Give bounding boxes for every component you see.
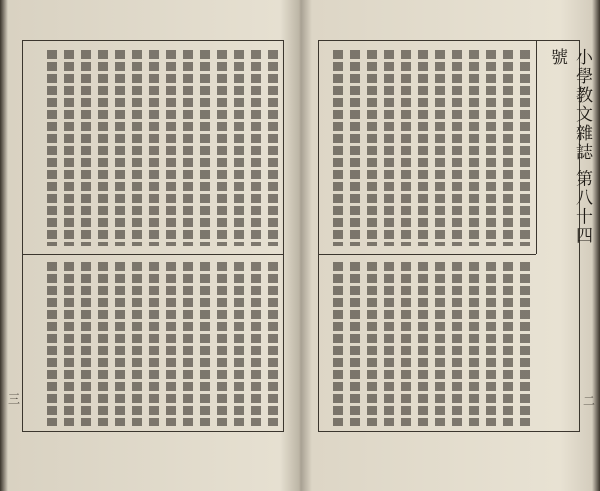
text-column <box>401 262 411 426</box>
text-column <box>47 262 57 426</box>
left-page-divider <box>22 254 284 255</box>
text-column <box>200 50 210 246</box>
page-title: 小學教文雜誌 第八十四號 <box>547 48 592 246</box>
text-column <box>435 262 445 426</box>
left-page-number: 三 <box>8 392 21 406</box>
title-box <box>536 40 592 254</box>
text-column <box>384 262 394 426</box>
text-column <box>520 50 530 246</box>
text-column <box>234 262 244 426</box>
text-column <box>166 50 176 246</box>
text-column <box>486 50 496 246</box>
text-column <box>115 262 125 426</box>
right-page <box>300 0 600 491</box>
text-column <box>64 50 74 246</box>
text-column <box>47 50 57 246</box>
text-column <box>132 50 142 246</box>
text-column <box>234 50 244 246</box>
text-column <box>166 262 176 426</box>
text-column <box>469 262 479 426</box>
right-page-number: 二 <box>583 394 596 408</box>
text-column <box>367 262 377 426</box>
text-column <box>333 262 343 426</box>
text-column <box>452 50 462 246</box>
text-column <box>503 50 513 246</box>
text-column <box>64 262 74 426</box>
text-column <box>81 50 91 246</box>
text-column <box>81 262 91 426</box>
text-column <box>149 262 159 426</box>
text-column <box>435 50 445 246</box>
text-column <box>200 262 210 426</box>
text-column <box>401 50 411 246</box>
text-column <box>452 262 462 426</box>
text-column <box>520 262 530 426</box>
text-column <box>384 50 394 246</box>
text-column <box>115 50 125 246</box>
text-column <box>217 50 227 246</box>
text-column <box>268 262 278 426</box>
text-column <box>486 262 496 426</box>
text-column <box>149 50 159 246</box>
text-column <box>132 262 142 426</box>
text-column <box>217 262 227 426</box>
text-column <box>98 50 108 246</box>
text-column <box>469 50 479 246</box>
text-column <box>350 262 360 426</box>
text-column <box>367 50 377 246</box>
text-column <box>98 262 108 426</box>
right-page-divider <box>318 254 536 255</box>
text-column <box>350 50 360 246</box>
text-column <box>251 50 261 246</box>
text-column <box>418 50 428 246</box>
text-column <box>268 50 278 246</box>
text-column <box>418 262 428 426</box>
text-column <box>503 262 513 426</box>
text-column <box>183 262 193 426</box>
text-column <box>183 50 193 246</box>
text-column <box>333 50 343 246</box>
text-column <box>251 262 261 426</box>
